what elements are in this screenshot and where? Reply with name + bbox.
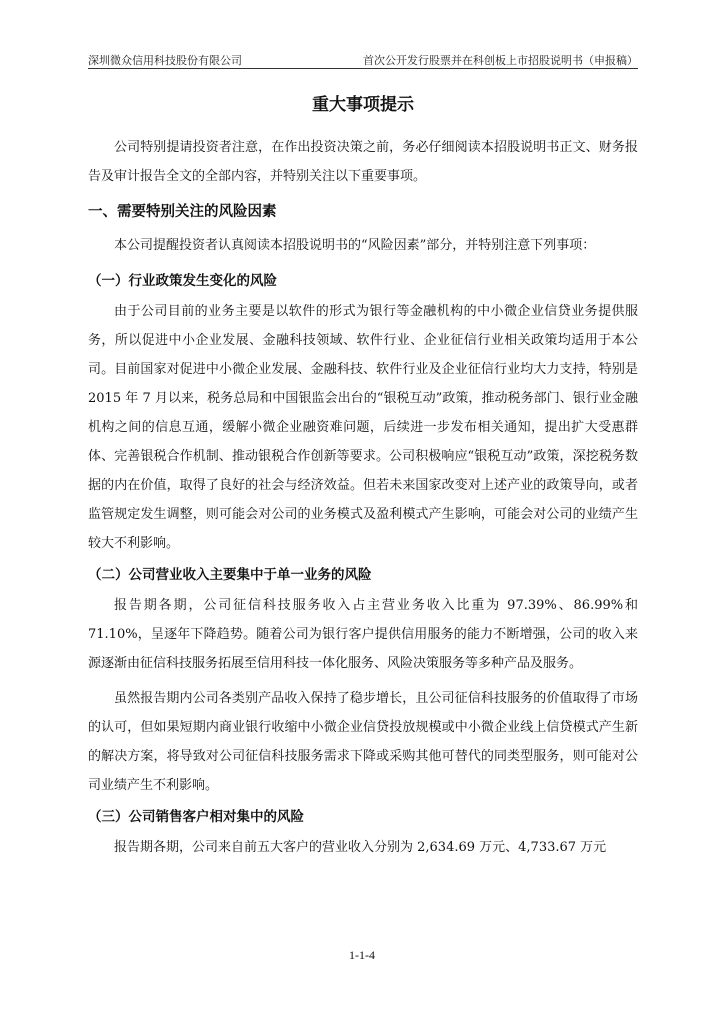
customer-concentration-paragraph: 报告期各期，公司来自前五大客户的营业收入分别为 2,634.69 万元、4,733.67 万元: [114, 840, 607, 855]
revenue-concentration-paragraph-1: 报告期各期，公司征信科技服务收入占主营业务收入比重为 97.39%、86.99%和 71.10%，呈逐年下降趋势。随着公司为银行客户提供信用服务的能力不断增强，公司的收入来源逐渐由征信科技服务拓展至信用科技一体化服务、风险决策服务等多种产品及服务。: [88, 598, 638, 671]
subsection-heading-customer-concentration: （三）公司销售客户相对集中的风险: [88, 809, 304, 825]
subsection-heading-revenue-concentration: （二）公司营业收入主要集中于单一业务的风险: [88, 567, 372, 583]
intro-paragraph: 公司特别提请投资者注意，在作出投资决策之前，务必仔细阅读本招股说明书正文、财务报告及审计报告全文的全部内容，并特别关注以下重要事项。: [88, 140, 638, 184]
revenue-concentration-paragraph-2: 虽然报告期内公司各类别产品收入保持了稳步增长，且公司征信科技服务的价值取得了市场的认可，但如果短期内商业银行收缩中小微企业信贷投放规模或中小微企业线上信贷模式产生新的解决方案，将导致对公司征信科技服务需求下降或采购其他可替代的同类型服务，则可能对公司业绩产生不利影响。: [88, 691, 638, 793]
subsection-heading-policy-risk: （一）行业政策发生变化的风险: [88, 273, 277, 289]
page-title: 重大事项提示: [312, 95, 414, 115]
page-number: 1-1-4: [349, 948, 375, 962]
header-doc-title: 首次公开发行股票并在科创板上市招股说明书（申报稿）: [363, 54, 638, 67]
header-company: 深圳微众信用科技股份有限公司: [88, 54, 242, 67]
page-content: [88, 84, 638, 862]
policy-risk-paragraph: 由于公司目前的业务主要是以软件的形式为银行等金融机构的中小微企业信贷业务提供服务，所以促进中小企业发展、金融科技领域、软件行业、企业征信行业相关政策均适用于本公司。目前国家对促进中小微企业发展、金融科技、软件行业及企业征信行业均大力支持，特别是 2015 年 7 月以来，税务总局和中国银监会出台的“银税互动”政策，推动税务部门、银行业金融机构之间的信息互通，缓解小微企业融资难问题，后续进一步发布相关通知，提出扩大受惠群体、完善银税合作机制、推动银税合作创新等要求。公司积极响应“银税互动”政策，深挖税务数据的内在价值，取得了良好的社会与经济效益。但若未来国家改变对上述产业的政策导向，或者监管规定发生调整，则可能会对公司的业务模式及盈利模式产生影响，可能会对公司的业绩产生较大不利影响。: [88, 304, 638, 551]
page-header: [88, 50, 638, 69]
section-intro-paragraph: 本公司提醒投资者认真阅读本招股说明书的“风险因素”部分，并特别注意下列事项：: [114, 238, 596, 253]
section-heading-risk-factors: 一、需要特别关注的风险因素: [88, 204, 277, 220]
